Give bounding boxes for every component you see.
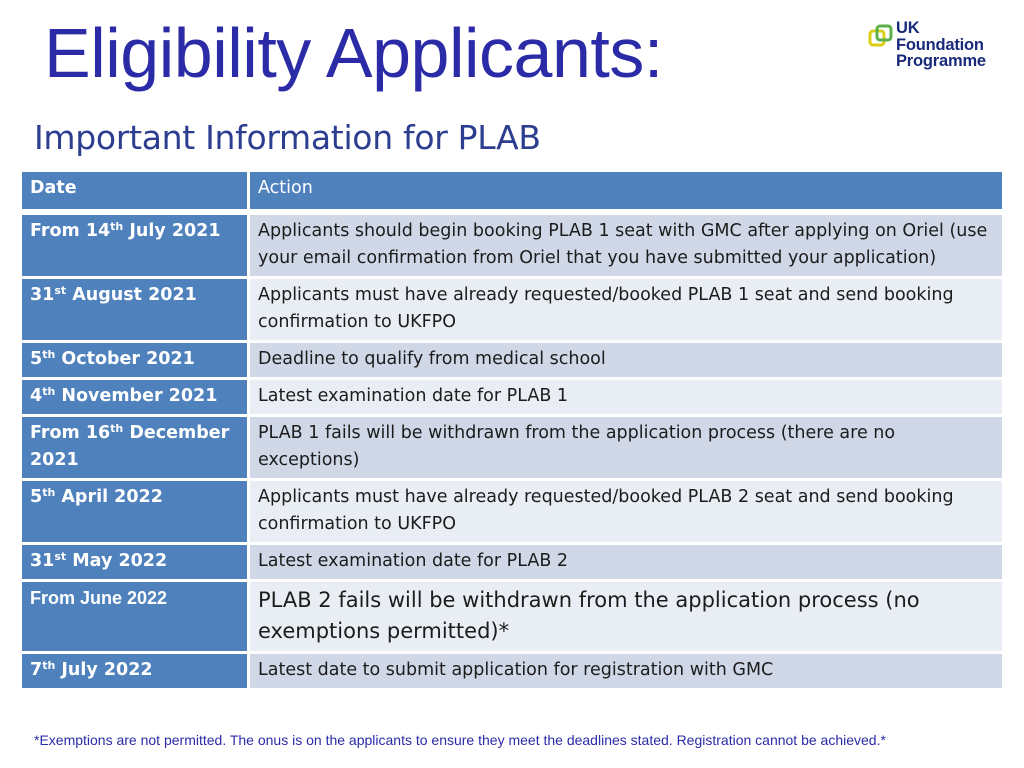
row-date-main: 31 <box>30 551 55 571</box>
row-date-main: 5 <box>30 349 43 369</box>
row-date-ordinal: th <box>42 486 56 499</box>
row-action: Deadline to qualify from medical school <box>250 343 1002 380</box>
row-action: PLAB 2 fails will be withdrawn from the application process (no exemptions permitted)* <box>250 582 1002 654</box>
row-action: PLAB 1 fails will be withdrawn from the application process (there are no exceptions) <box>250 417 1002 481</box>
row-date-rest: December 2021 <box>30 423 230 470</box>
row-action: Latest examination date for PLAB 2 <box>250 545 1002 582</box>
row-date-rest: October 2021 <box>55 349 195 369</box>
row-date <box>22 481 250 545</box>
row-action: Applicants must have already requested/booked PLAB 2 seat and send booking confirmation to UKFPO <box>250 481 1002 545</box>
row-date-rest: April 2022 <box>55 487 163 507</box>
ukfp-logo <box>866 20 1006 72</box>
table-row <box>22 481 1002 545</box>
row-action: Applicants must have already requested/booked PLAB 1 seat and send booking confirmation to UKFPO <box>250 279 1002 343</box>
row-date <box>22 582 250 654</box>
row-date-rest: May 2022 <box>66 551 168 571</box>
row-date-ordinal: th <box>110 220 124 233</box>
logo-squares-icon <box>868 24 896 52</box>
slide-subtitle: Important Information for PLAB <box>34 118 541 157</box>
row-action: Latest examination date for PLAB 1 <box>250 380 1002 417</box>
header-action: Action <box>250 172 1002 215</box>
table-row <box>22 417 1002 481</box>
header-date: Date <box>22 172 250 215</box>
row-action: Applicants should begin booking PLAB 1 seat with GMC after applying on Oriel (use your email confirmation from Oriel that you have submitted your application) <box>250 215 1002 279</box>
row-date-ordinal: th <box>42 348 56 361</box>
table-row <box>22 215 1002 279</box>
row-date-main: 4 <box>30 386 43 406</box>
row-date-main: 5 <box>30 487 43 507</box>
footnote: *Exemptions are not permitted. The onus is on the applicants to ensure they meet the deadlines stated. Registration cannot be achieved.* <box>34 732 886 748</box>
plab-dates-table <box>22 172 1002 691</box>
table-row <box>22 545 1002 582</box>
table-row <box>22 582 1002 654</box>
row-action: Latest date to submit application for registration with GMC <box>250 654 1002 691</box>
row-date <box>22 343 250 380</box>
row-date <box>22 279 250 343</box>
table-row <box>22 654 1002 691</box>
logo-line-programme: Programme <box>896 52 986 70</box>
row-date <box>22 654 250 691</box>
row-date <box>22 380 250 417</box>
table-row <box>22 279 1002 343</box>
row-date <box>22 215 250 279</box>
logo-line-foundation: Foundation <box>896 35 984 54</box>
logo-wordmark <box>896 20 986 70</box>
row-date-ordinal: th <box>110 422 124 435</box>
row-date-main: 31 <box>30 285 55 305</box>
row-date <box>22 417 250 481</box>
row-date-ordinal: st <box>54 550 67 563</box>
logo-line-uk: UK <box>896 19 920 37</box>
row-date <box>22 545 250 582</box>
table-row <box>22 380 1002 417</box>
row-date-rest: July 2021 <box>123 221 221 241</box>
row-date-rest: August 2021 <box>66 285 197 305</box>
row-date-main: From 14 <box>30 221 111 241</box>
row-date-rest: July 2022 <box>55 660 153 680</box>
row-date-rest: November 2021 <box>55 386 218 406</box>
table-row <box>22 343 1002 380</box>
row-date-main: 7 <box>30 660 43 680</box>
row-date-ordinal: st <box>54 284 67 297</box>
row-date-main: From 16 <box>30 423 111 443</box>
row-date-ordinal: th <box>42 385 56 398</box>
row-date-ordinal: th <box>42 659 56 672</box>
slide-title: Eligibility Applicants: <box>44 14 663 92</box>
table-header-row <box>22 172 1002 215</box>
row-date-main: From June 2022 <box>30 588 168 608</box>
